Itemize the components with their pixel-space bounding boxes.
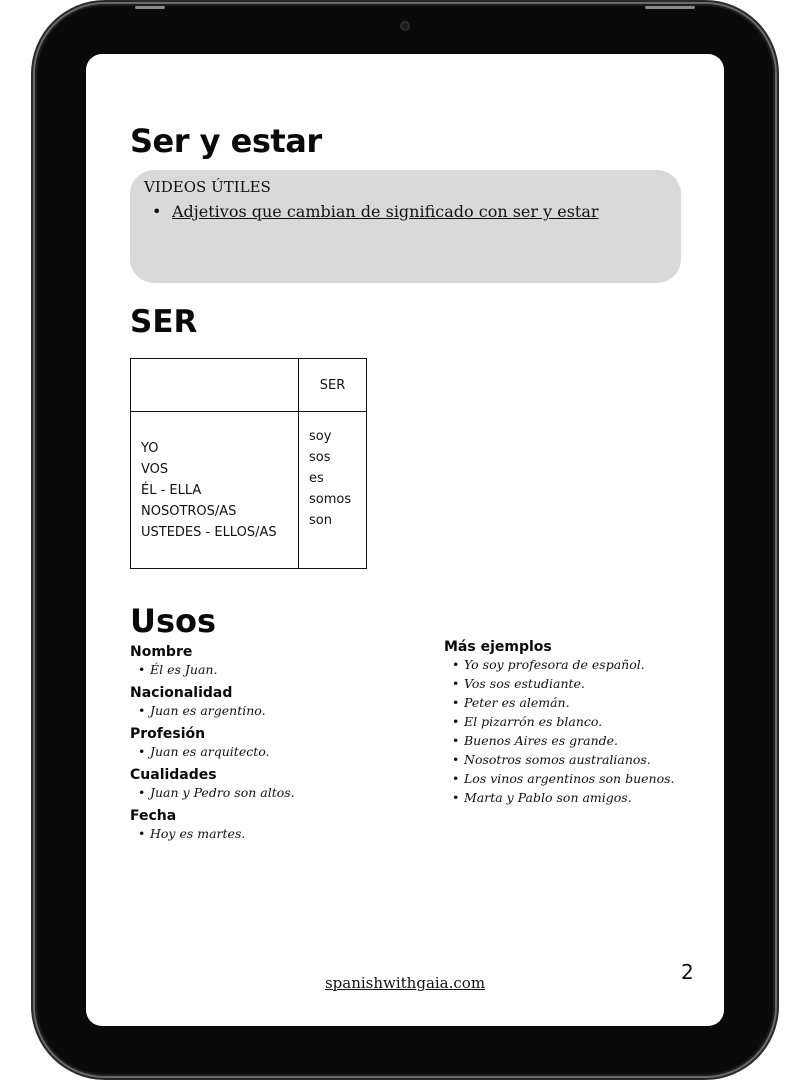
conjugation-table	[130, 358, 367, 569]
verb-form: soy	[309, 429, 332, 444]
bullet-icon: •	[152, 202, 162, 221]
example-text: Marta y Pablo son amigos.	[464, 790, 632, 805]
uso-title: Fecha	[130, 808, 177, 824]
mas-ejemplos-title: Más ejemplos	[444, 639, 552, 655]
videos-title: VIDEOS ÚTILES	[144, 178, 271, 196]
bullet-icon: •	[452, 790, 460, 805]
table-header-cell: SER	[299, 359, 367, 412]
uso-item	[130, 644, 390, 679]
list-item	[444, 693, 714, 712]
example-text: Buenos Aires es grande.	[464, 733, 619, 748]
example-text: El pizarrón es blanco.	[464, 714, 603, 729]
bullet-icon: •	[138, 703, 146, 718]
videos-callout	[130, 170, 681, 283]
bullet-icon: •	[138, 744, 146, 759]
list-item	[444, 788, 714, 807]
verb-form: es	[309, 471, 324, 486]
uso-title: Nombre	[130, 644, 193, 660]
uso-example	[130, 660, 390, 679]
uso-title: Cualidades	[130, 767, 217, 783]
usos-heading: Usos	[130, 602, 217, 640]
verb-form: son	[309, 513, 332, 528]
usos-list	[130, 644, 390, 849]
list-item	[444, 750, 714, 769]
bullet-icon: •	[138, 785, 146, 800]
pronoun: VOS	[141, 461, 169, 477]
example-text: Los vinos argentinos son buenos.	[464, 771, 675, 786]
tablet-button	[135, 6, 165, 9]
video-link[interactable]: Adjetivos que cambian de significado con ser y estar	[172, 202, 599, 221]
pronouns-cell	[131, 412, 299, 569]
pronoun: USTEDES - ELLOS/AS	[141, 524, 277, 540]
uso-example	[130, 824, 390, 843]
bullet-icon: •	[452, 752, 460, 767]
list-item	[444, 712, 714, 731]
pronoun: NOSOTROS/AS	[141, 503, 237, 519]
tablet-button	[645, 6, 695, 9]
forms-cell	[299, 412, 367, 569]
ser-heading: SER	[130, 304, 198, 340]
page-number: 2	[681, 960, 694, 984]
example-text: Nosotros somos australianos.	[464, 752, 651, 767]
uso-example-text: Juan y Pedro son altos.	[150, 785, 295, 800]
bullet-icon: •	[452, 676, 460, 691]
list-item	[444, 674, 714, 693]
bullet-icon: •	[452, 695, 460, 710]
example-text: Yo soy profesora de español.	[464, 657, 645, 672]
verb-form: sos	[309, 450, 331, 465]
uso-title: Profesión	[130, 726, 206, 742]
uso-example-text: Él es Juan.	[150, 662, 218, 677]
uso-example-text: Hoy es martes.	[150, 826, 246, 841]
list-item	[444, 769, 714, 788]
uso-item	[130, 685, 390, 720]
list-item	[444, 655, 714, 674]
pronoun: ÉL - ELLA	[141, 482, 202, 498]
verb-form: somos	[309, 492, 352, 507]
camera-icon	[400, 21, 410, 31]
uso-example	[130, 701, 390, 720]
bullet-icon: •	[452, 733, 460, 748]
document-page[interactable]	[86, 54, 724, 1026]
mas-ejemplos-list	[444, 655, 714, 807]
page-title: Ser y estar	[130, 122, 322, 160]
list-item	[152, 202, 599, 221]
bullet-icon: •	[452, 771, 460, 786]
table-row	[131, 412, 367, 569]
pronoun: YO	[141, 440, 159, 456]
uso-example-text: Juan es arquitecto.	[150, 744, 270, 759]
uso-example	[130, 783, 390, 802]
bullet-icon: •	[138, 826, 146, 841]
uso-item	[130, 726, 390, 761]
table-header-cell	[131, 359, 299, 412]
mas-ejemplos	[444, 639, 714, 807]
bullet-icon: •	[452, 657, 460, 672]
table-row	[131, 359, 367, 412]
footer-link[interactable]: spanishwithgaia.com	[324, 974, 486, 992]
list-item	[444, 731, 714, 750]
bullet-icon: •	[452, 714, 460, 729]
uso-item	[130, 767, 390, 802]
uso-example	[130, 742, 390, 761]
example-text: Peter es alemán.	[464, 695, 570, 710]
uso-item	[130, 808, 390, 843]
example-text: Vos sos estudiante.	[464, 676, 585, 691]
uso-title: Nacionalidad	[130, 685, 233, 701]
bullet-icon: •	[138, 662, 146, 677]
videos-list	[152, 202, 599, 221]
uso-example-text: Juan es argentino.	[150, 703, 266, 718]
